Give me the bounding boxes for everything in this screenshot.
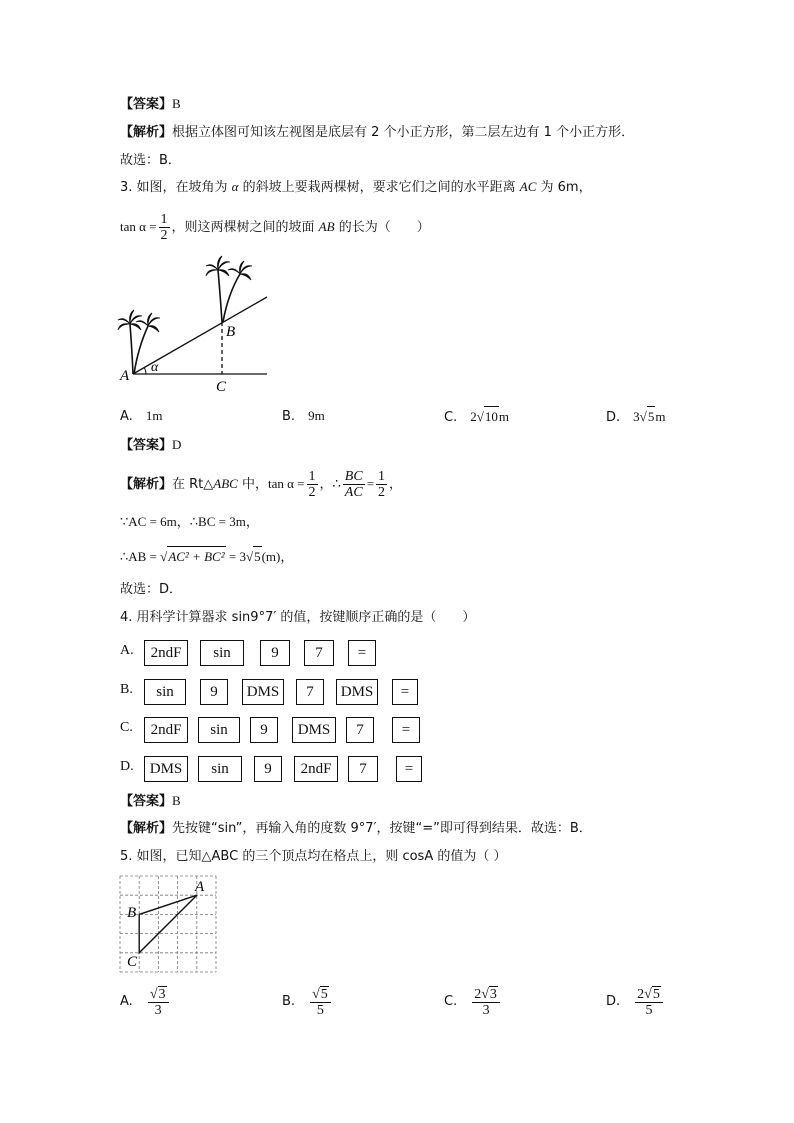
key-7: 7 — [296, 679, 324, 705]
q3-option-d[interactable]: D. 3√5m — [606, 406, 665, 428]
q3-stem-e: 的长为（ ） — [334, 220, 430, 235]
slope-figure — [110, 250, 280, 400]
option-coef: 3 — [633, 409, 640, 424]
option-coef: 2 — [470, 409, 477, 424]
option-fraction: $\frac{√5}{5}$ — [310, 986, 331, 1018]
answer-label: 【答案】 — [120, 97, 173, 112]
q3-tan-fraction — [159, 212, 170, 243]
option-unit: m — [498, 409, 509, 424]
key-2ndf: 2ndF — [144, 717, 188, 743]
option-label: A. — [120, 409, 133, 424]
option-coef: 2 — [474, 986, 482, 1002]
option-unit: m — [655, 409, 666, 424]
q3-solution-line3: ∴AB = √AC² + BC² = 3√5(m)， — [120, 546, 293, 567]
q5-option-a[interactable] — [120, 984, 171, 1020]
key-9: 9 — [254, 756, 282, 782]
sol3-radicand: AC² + BC² — [167, 546, 225, 567]
option-fraction: $\frac{√3}{3}$ — [148, 986, 169, 1018]
option-label: D. — [606, 994, 621, 1009]
label-C: C — [216, 379, 227, 395]
q3-frac-num: 1 — [160, 212, 168, 227]
key-equals: = — [348, 640, 376, 666]
option-label: B. — [282, 409, 296, 424]
label-B: B — [226, 324, 236, 340]
key-sin: sin — [200, 640, 244, 666]
q5-option-d[interactable] — [606, 984, 665, 1020]
option-fraction: $\frac{2√3}{3}$ — [472, 986, 500, 1018]
option-label: D. — [120, 759, 134, 774]
q4-analysis-line — [120, 819, 592, 839]
angle-arc — [145, 368, 147, 374]
q2-analysis-line — [120, 123, 634, 143]
option-label: C. — [444, 994, 458, 1009]
q4-stem: 4. 用科学计算器求 sin9°7′ 的值，按键顺序正确的是（ ） — [120, 610, 476, 625]
q3-answer-line — [120, 435, 181, 456]
q4-answer-line — [120, 791, 181, 812]
option-label: B. — [282, 994, 296, 1009]
frac-bc: BC — [344, 469, 363, 484]
q2-answer-line — [120, 94, 181, 115]
q3-ab: AB — [318, 219, 335, 234]
key-equals: = — [396, 756, 422, 782]
sol1-therefore: ，∴ — [319, 477, 341, 492]
sol3-a: ∴AB = — [120, 549, 157, 564]
q3-solution-line1: 【解析】在 Rt△ABC 中，tan α = $\frac{1}{2}$ ，∴ $\frac{BC}{AC}$ = $\frac{1}{2}$ ， — [120, 469, 403, 500]
sol1-a: 在 Rt△ — [172, 477, 214, 492]
sol1-tan: tan α = — [267, 476, 305, 491]
frac-den: 2 — [308, 485, 316, 500]
option-radicand: 5 — [647, 406, 656, 427]
q5-option-b[interactable] — [282, 984, 333, 1020]
q3-ac: AC — [519, 179, 537, 194]
q3-stem-line1 — [120, 177, 592, 198]
option-den: 3 — [154, 1002, 162, 1018]
q3-frac-den: 2 — [160, 228, 168, 243]
q3-stem-a: 3. 如图，在坡角为 — [120, 180, 232, 195]
key-2ndf: 2ndF — [294, 756, 338, 782]
frac-den: 2 — [378, 485, 386, 500]
frac-num: 1 — [378, 469, 386, 484]
option-label: D. — [606, 410, 621, 425]
q3-conclusion: 故选：D． — [120, 582, 183, 597]
key-sin: sin — [198, 756, 242, 782]
option-label: A. — [120, 994, 133, 1009]
option-label: C. — [444, 410, 458, 425]
q2-analysis: 根据立体图可知该左视图是底层有 2 个小正方形，第二层左边有 1 个小正方形． — [172, 125, 635, 140]
palm-tree-right-icon — [206, 256, 252, 322]
label-B: B — [127, 905, 137, 921]
q3-option-c[interactable]: C. 2√10m — [444, 406, 509, 428]
key-sin: sin — [198, 717, 240, 743]
option-radicand: 3 — [158, 986, 166, 1002]
frac-num: 1 — [308, 469, 316, 484]
q4-analysis: 先按键“sin”，再输入角的度数 9°7′，按键“=”即可得到结果．故选：B． — [172, 821, 592, 836]
q3-stem-c: 为 6m， — [536, 180, 592, 195]
analysis-label: 【解析】 — [120, 477, 173, 492]
grid-figure — [115, 872, 225, 977]
answer-label: 【答案】 — [120, 438, 173, 453]
key-equals: = — [392, 717, 420, 743]
sol1-end: ， — [389, 477, 403, 492]
label-alpha: α — [151, 360, 159, 375]
key-equals: = — [392, 679, 418, 705]
sol3-d: (m)， — [261, 549, 294, 564]
sol1-abc: ABC — [213, 476, 238, 491]
analysis-label: 【解析】 — [120, 125, 173, 140]
key-9: 9 — [260, 640, 290, 666]
key-7: 7 — [346, 717, 374, 743]
key-7: 7 — [348, 756, 378, 782]
sol3-c: 5 — [253, 546, 262, 567]
q3-stem-d: ，则这两棵树之间的坡面 — [171, 220, 319, 235]
sol3-b: = 3 — [228, 549, 246, 564]
option-radicand: 10 — [484, 406, 499, 427]
sol1-frac3 — [376, 469, 387, 500]
q5-option-c[interactable] — [444, 984, 502, 1020]
option-label: B. — [120, 682, 133, 697]
option-label: C. — [120, 720, 133, 735]
option-den: 5 — [645, 1002, 653, 1018]
sol1-b: 中， — [237, 477, 268, 492]
q3-solution-line2: ∵AC = 6m，∴BC = 3m， — [120, 514, 259, 529]
q3-option-b[interactable] — [282, 406, 325, 427]
q3-tan: tan α = — [120, 219, 157, 234]
triangle-abc — [139, 895, 197, 953]
q3-stem-line2 — [120, 210, 430, 245]
option-radicand: 5 — [652, 986, 660, 1002]
q4-answer: B — [172, 793, 181, 808]
q3-stem-b: 的斜坡上要栽两棵树，要求它们之间的水平距离 — [238, 180, 520, 195]
key-9: 9 — [200, 679, 228, 705]
key-2ndf: 2ndF — [144, 640, 188, 666]
option-den: 3 — [482, 1002, 490, 1018]
label-A: A — [195, 879, 205, 895]
answer-label: 【答案】 — [120, 794, 173, 809]
key-9: 9 — [250, 717, 278, 743]
frac-ac: AC — [344, 485, 363, 500]
option-label: A. — [120, 643, 134, 658]
q3-alpha: α — [231, 179, 239, 194]
q2-answer: B — [172, 96, 181, 111]
option-den: 5 — [316, 1002, 324, 1018]
option-fraction: $\frac{2√5}{5}$ — [635, 986, 663, 1018]
sol1-frac1 — [307, 469, 318, 500]
key-dms: DMS — [242, 679, 284, 705]
q2-conclusion: 故选：B． — [120, 153, 181, 168]
option-radicand: 3 — [489, 986, 497, 1002]
option-radicand: 5 — [320, 986, 328, 1002]
label-C: C — [127, 954, 138, 970]
key-7: 7 — [304, 640, 334, 666]
key-dms: DMS — [144, 756, 188, 782]
sol1-frac2 — [343, 469, 365, 500]
option-coef: 2 — [637, 986, 645, 1002]
q3-answer: D — [172, 437, 182, 452]
q5-stem: 5. 如图，已知△ABC 的三个顶点均在格点上，则 cosA 的值为（ ） — [120, 849, 507, 864]
analysis-label: 【解析】 — [120, 821, 173, 836]
q3-option-a[interactable] — [120, 406, 162, 427]
key-sin: sin — [144, 679, 186, 705]
key-dms: DMS — [292, 717, 336, 743]
option-value: 1m — [145, 408, 163, 423]
key-dms: DMS — [336, 679, 378, 705]
option-value: 9m — [308, 408, 325, 423]
label-A: A — [120, 368, 130, 384]
